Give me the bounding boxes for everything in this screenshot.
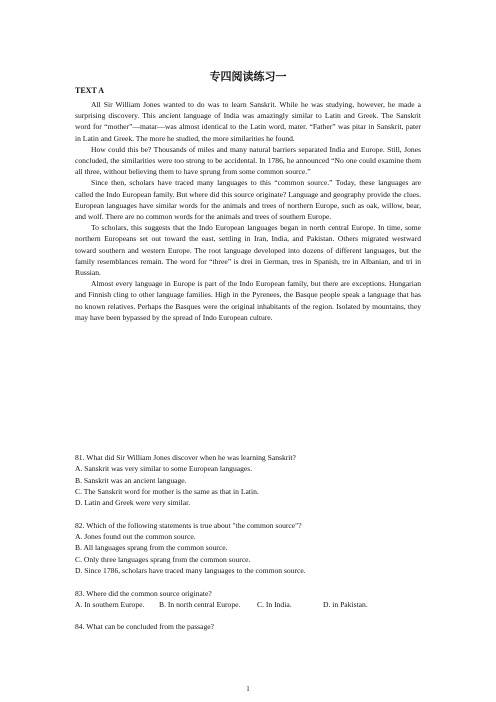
question-stem: 84. What can be concluded from the passage? bbox=[75, 622, 215, 632]
question-stem: 82. Which of the following statements is true about "the common source"? bbox=[75, 520, 302, 530]
answer-option: C. In India. bbox=[257, 599, 292, 609]
page-title: 专四阅读练习一 bbox=[209, 70, 287, 83]
page-number: 1 bbox=[246, 685, 250, 693]
answer-option: A. Sanskrit was very similar to some European languages. bbox=[75, 464, 253, 474]
answer-option: B. All languages sprang from the common source. bbox=[75, 543, 228, 553]
answer-option: A. Jones found out the common source. bbox=[75, 532, 196, 542]
question-stem: 83. Where did the common source originate? bbox=[75, 588, 212, 598]
answer-option: D. Latin and Greek were very similar. bbox=[75, 498, 191, 508]
answer-option: D. Since 1786, scholars have traced many languages to the common source. bbox=[75, 565, 306, 575]
question-item bbox=[75, 520, 421, 576]
answer-options-row bbox=[75, 599, 421, 610]
question-item bbox=[75, 621, 421, 632]
answer-option: B. In north central Europe. bbox=[159, 599, 241, 609]
paragraph: How could this be? Thousands of miles and many natural barriers separated India and Europe. Still, Jones concluded, the similarities were too strong to be accidental. In 1786, he announced “No one could examine them all three, without believing them to have sprung from some common source.” bbox=[75, 144, 421, 177]
question-list bbox=[75, 452, 421, 644]
answer-option: B. Sanskrit was an ancient language. bbox=[75, 475, 187, 485]
section-heading: TEXT A bbox=[75, 86, 104, 95]
paragraph: To scholars, this suggests that the Indo European languages began in north central Europe. In time, some northern Europeans set out toward the east, settling in Iran, India, and Pakistan. Others migrated westward toward southern and western Europe. The root language developed into dozens of different languages, but the family resemblances remain. The word for “three” is drei in German, tres in Spanish, tre in Albanian, and tri in Russian. bbox=[75, 223, 421, 278]
passage-body bbox=[75, 99, 421, 323]
answer-option: A. In southern Europe. bbox=[75, 599, 145, 609]
question-stem: 81. What did Sir William Jones discover when he was learning Sanskrit? bbox=[75, 453, 296, 462]
question-item bbox=[75, 588, 421, 611]
paragraph: Almost every language in Europe is part of the Indo European family, but there are exceptions. Hungarian and Finnish cling to other language families. High in the Pyrenees, the Basque people speak a language that has no known relatives. Perhaps the Basques were the original inhabitants of the region. Isolated by mountains, they may have been bypassed by the spread of Indo European culture. bbox=[75, 279, 421, 322]
paragraph: All Sir William Jones wanted to do was to learn Sanskrit. While he was studying, however, he made a surprising discovery. This ancient language of India was amazingly similar to Latin and Greek. The Sanskrit word for “mother”—matar—was almost identical to the Latin word, mater. “Father” was pitar in Sanskrit, pater in Latin and Greek. The more he studied, the more similarities he found. bbox=[75, 100, 421, 143]
answer-option: D. in Pakistan. bbox=[323, 599, 368, 609]
answer-option: C. The Sanskrit word for mother is the same as that in Latin. bbox=[75, 486, 259, 496]
answer-option: C. Only three languages sprang from the common source. bbox=[75, 554, 251, 564]
paragraph: Since then, scholars have traced many languages to this “common source.” Today, these languages are called the Indo European family. But where did this source originate? Language and geography provide the clues. European languages have similar words for the animals and trees of northern Europe, such as oak, willow, bear, and wolf. There are no common words for the animals and trees of southern Europe. bbox=[75, 178, 421, 222]
question-item bbox=[75, 452, 421, 508]
